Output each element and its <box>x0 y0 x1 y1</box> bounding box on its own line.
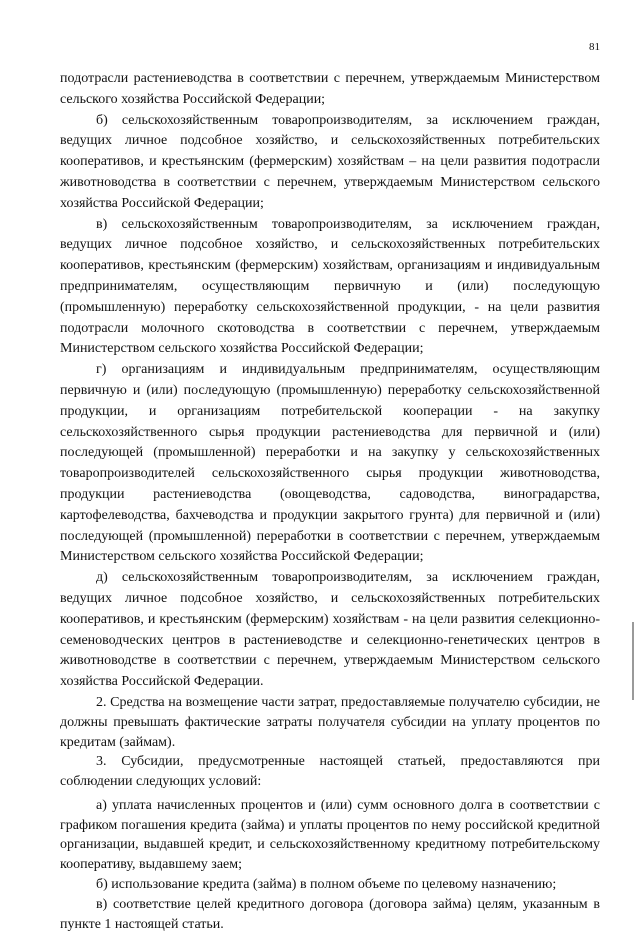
paragraph-item-v: в) сельскохозяйственным товаропроизводителям, за исключением граждан, ведущих личное подсобное хозяйство, и сельскохозяйственных потребительских кооперативов, крестьянским (фермерским) хозяйствам, организациям и индивидуальным предпринимателям, осуществляющим первичную и (или) последующую (промышленную) переработку сельскохозяйственной продукции, - на цели развития подотрасли молочного скотоводства в соответствии с перечнем, утверждаемым Министерством сельского хозяйства Российской Федерации; <box>60 216 600 357</box>
paragraph-clause-3: 3. Субсидии, предусмотренные настоящей статьей, предоставляются при соблюдении следующих условий: <box>60 754 600 790</box>
paragraph-condition-v: в) соответствие целей кредитного договора (договора займа) целям, указанным в пункте 1 настоящей статьи. <box>60 896 600 932</box>
paragraph-continuation: подотрасли растениеводства в соответствии с перечнем, утверждаемым Министерством сельского хозяйства Российской Федерации; <box>60 71 600 107</box>
paragraph-item-g: г) организациям и индивидуальным предпринимателям, осуществляющим первичную и (или) последующую (промышленную) переработку сельскохозяйственной продукции, и организациям потребительской кооперации - на закупку сельскохозяйственного сырья продукции растениеводства для первичной и (или) последующей (промышленной) переработки и на закупку у сельскохозяйственных товаропроизводителей сельскохозяйственного сырья продукции животноводства, продукции растениеводства (овощеводства, садоводства, виноградарства, картофелеводства, бахчеводства и продукции закрытого грунта) для первичной и (или) последующей (промышленной) переработки в соответствии с перечнем, утверждаемым Министерством сельского хозяйства Российской Федерации; <box>60 362 600 565</box>
page-number: 81 <box>589 41 600 53</box>
paragraph-condition-a: а) уплата начисленных процентов и (или) сумм основного долга в соответствии с графиком погашения кредита (займа) и уплаты процентов по нему российской кредитной организации, выдавшей кредит, и сельскохозяйственному кредитному потребительскому кооперативу, выдавшему заем; <box>60 797 600 873</box>
document-body <box>60 69 600 934</box>
paragraph-condition-b: б) использование кредита (займа) в полном объеме по целевому назначению; <box>96 877 557 893</box>
paragraph-item-d: д) сельскохозяйственным товаропроизводителям, за исключением граждан, ведущих личное подсобное хозяйство, и сельскохозяйственных потребительских кооперативов, и крестьянским (фермерским) хозяйствам - на цели развития селекционно-семеноводческих центров в растениеводстве и селекционно-генетических центров в животноводстве в соответствии с перечнем, утверждаемым Министерством сельского хозяйства Российской Федерации. <box>60 570 600 690</box>
paragraph-item-b: б) сельскохозяйственным товаропроизводителям, за исключением граждан, ведущих личное подсобное хозяйство, и сельскохозяйственных потребительских кооперативов, и крестьянским (фермерским) хозяйствам – на цели развития подотрасли животноводства в соответствии с перечнем, утверждаемым Министерством сельского хозяйства Российской Федерации; <box>60 112 600 211</box>
paragraph-clause-2: 2. Средства на возмещение части затрат, предоставляемые получателю субсидии, не должны превышать фактические затраты получателя субсидии на уплату процентов по кредитам (займам). <box>60 694 600 750</box>
scan-edge-mark <box>632 622 634 700</box>
